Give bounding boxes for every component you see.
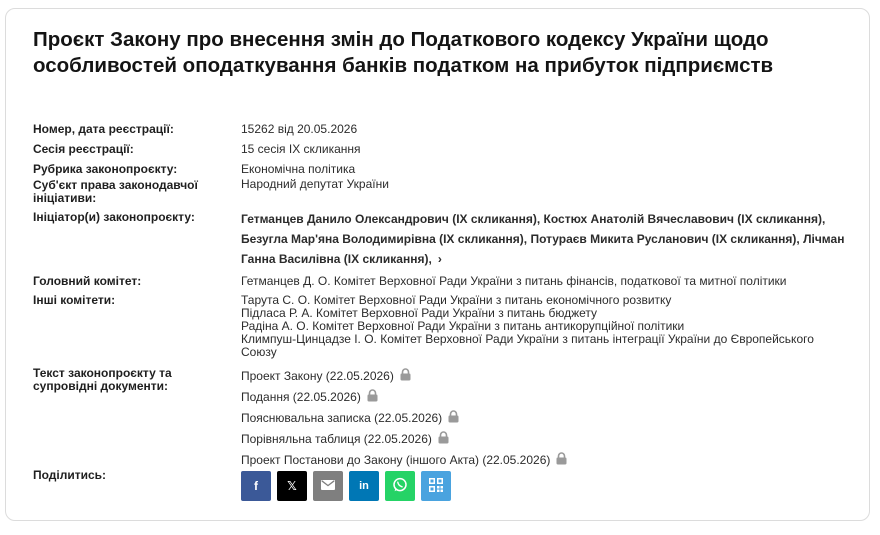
doc-link[interactable]: Проект Закону (22.05.2026) — [241, 369, 394, 383]
qr-code-icon — [428, 477, 444, 496]
initiators-line[interactable]: Ганна Василівна (IX скликання), — [241, 252, 432, 266]
reg-value: 15262 від 20.05.2026 — [241, 122, 358, 136]
doc-link[interactable]: Пояснювальна записка (22.05.2026) — [241, 411, 443, 425]
other-committees-label: Інші комітети: — [33, 293, 116, 307]
share-label: Поділитись: — [33, 468, 107, 482]
x-share-button[interactable] — [277, 471, 307, 501]
committee-line: Климпуш-Цинцадзе І. О. Комітет Верховної Ради України з питань інтеграції України до Європейського — [241, 332, 814, 346]
reg-label: Номер, дата реєстрації: — [33, 122, 174, 136]
initiators-line[interactable]: Гетманцев Данило Олександрович (IX скликання), Костюх Анатолій Вячеславович (IX скликання), — [241, 212, 826, 226]
rubric-label: Рубрика законопроєкту: — [33, 162, 178, 176]
initiators-label: Ініціатор(и) законопроєкту: — [33, 210, 195, 224]
linkedin-icon: in — [359, 480, 369, 492]
main-committee-label: Головний комітет: — [33, 274, 142, 288]
rubric-value: Економічна політика — [241, 162, 356, 176]
committee-line: Союзу — [241, 345, 277, 359]
lock-icon — [556, 451, 567, 471]
other-committees-value — [241, 294, 851, 359]
committee-line: Тарута С. О. Комітет Верховної Ради України з питань економічного розвитку — [241, 293, 672, 307]
bill-card — [5, 8, 870, 521]
initiators-value — [241, 209, 851, 269]
linkedin-share-button[interactable] — [349, 471, 379, 501]
facebook-icon: f — [254, 479, 258, 493]
doc-link[interactable]: Проект Постанови до Закону (іншого Акта) (22.05.2026) — [241, 453, 551, 467]
session-label: Сесія реєстрації: — [33, 142, 134, 156]
docs-list — [241, 366, 851, 471]
lock-icon — [400, 367, 411, 387]
chevron-right-icon[interactable]: › — [437, 252, 442, 266]
doc-item — [241, 366, 851, 387]
facebook-share-button[interactable] — [241, 471, 271, 501]
whatsapp-share-button[interactable] — [385, 471, 415, 501]
main-committee-value: Гетманцев Д. О. Комітет Верховної Ради України з питань фінансів, податкової та митної політики — [241, 274, 787, 288]
doc-item — [241, 450, 851, 471]
initiators-line[interactable]: Безугла Мар'яна Володимирівна (IX скликання), Потураєв Микита Русланович (IX скликання), Лічман — [241, 232, 845, 246]
qr-code-button[interactable] — [421, 471, 451, 501]
envelope-icon — [321, 479, 335, 493]
session-value: 15 сесія IX скликання — [241, 142, 361, 156]
whatsapp-icon — [392, 477, 408, 496]
lock-icon — [448, 409, 459, 429]
lock-icon — [367, 388, 378, 408]
doc-link[interactable]: Порівняльна таблиця (22.05.2026) — [241, 432, 432, 446]
docs-label: Текст законопроєкту та супровідні документи: — [33, 366, 172, 393]
subject-label: Суб'єкт права законодавчої ініціативи: — [33, 178, 198, 205]
x-icon: 𝕏 — [287, 479, 297, 493]
doc-link[interactable]: Подання (22.05.2026) — [241, 390, 361, 404]
subject-value: Народний депутат України — [241, 177, 389, 191]
email-share-button[interactable] — [313, 471, 343, 501]
committee-line: Радіна А. О. Комітет Верховної Ради України з питань антикорупційної політики — [241, 319, 685, 333]
page-title: Проєкт Закону про внесення змін до Податкового кодексу України щодо особливостей оподаткування банків податком на прибуток підприємств — [33, 28, 774, 77]
committee-line: Підласа Р. А. Комітет Верховної Ради України з питань бюджету — [241, 306, 598, 320]
doc-item — [241, 429, 851, 450]
doc-item — [241, 387, 851, 408]
share-buttons — [241, 471, 451, 501]
lock-icon — [438, 430, 449, 450]
doc-item — [241, 408, 851, 429]
